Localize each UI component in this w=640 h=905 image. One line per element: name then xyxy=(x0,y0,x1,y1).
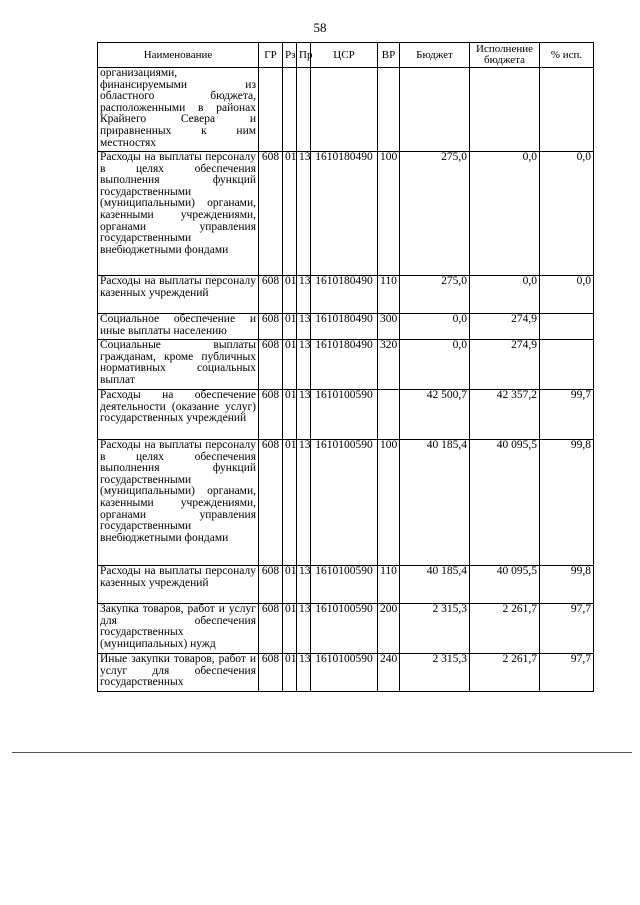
header-gr: ГР xyxy=(259,43,283,68)
cell-execution: 2 261,7 xyxy=(470,654,540,692)
cell-pr: 13 xyxy=(297,604,311,654)
cell-budget xyxy=(400,68,470,152)
header-percent: % исп. xyxy=(540,43,594,68)
cell-csr: 1610180490 xyxy=(311,314,378,340)
cell-percent xyxy=(540,68,594,152)
cell-rz: 01 xyxy=(283,340,297,390)
table-row xyxy=(98,276,594,314)
cell-csr: 1610100590 xyxy=(311,390,378,440)
cell-csr: 1610180490 xyxy=(311,340,378,390)
cell-csr: 1610180490 xyxy=(311,276,378,314)
cell-gr: 608 xyxy=(259,654,283,692)
cell-gr: 608 xyxy=(259,340,283,390)
table-row xyxy=(98,340,594,390)
cell-name: Закупка товаров, работ и услуг для обеспечения государственных (муниципальных) нужд xyxy=(98,604,259,654)
cell-execution: 0,0 xyxy=(470,276,540,314)
cell-csr: 1610100590 xyxy=(311,604,378,654)
cell-pr: 13 xyxy=(297,152,311,276)
cell-name: организациями, финансируемыми из областного бюджета, расположенными в районах Крайнего Севера и приравненных к ним местностях xyxy=(98,68,259,152)
page-separator-line xyxy=(12,752,632,753)
cell-percent: 99,7 xyxy=(540,390,594,440)
table-row xyxy=(98,314,594,340)
table-row xyxy=(98,390,594,440)
cell-budget: 2 315,3 xyxy=(400,654,470,692)
budget-table xyxy=(97,42,594,692)
cell-budget: 275,0 xyxy=(400,276,470,314)
cell-csr: 1610100590 xyxy=(311,440,378,566)
cell-execution: 40 095,5 xyxy=(470,440,540,566)
cell-percent: 0,0 xyxy=(540,152,594,276)
cell-rz: 01 xyxy=(283,314,297,340)
header-rz: Рз xyxy=(283,43,297,68)
cell-vr: 200 xyxy=(378,604,400,654)
table-row xyxy=(98,440,594,566)
cell-rz: 01 xyxy=(283,276,297,314)
table-header-row xyxy=(98,43,594,68)
cell-pr xyxy=(297,68,311,152)
table-row xyxy=(98,152,594,276)
cell-csr: 1610100590 xyxy=(311,566,378,604)
cell-execution: 0,0 xyxy=(470,152,540,276)
table-row xyxy=(98,604,594,654)
cell-execution: 274,9 xyxy=(470,340,540,390)
header-budget: Бюджет xyxy=(400,43,470,68)
cell-pr: 13 xyxy=(297,340,311,390)
cell-vr: 320 xyxy=(378,340,400,390)
cell-budget: 42 500,7 xyxy=(400,390,470,440)
cell-rz: 01 xyxy=(283,440,297,566)
cell-vr: 110 xyxy=(378,276,400,314)
cell-rz xyxy=(283,68,297,152)
cell-vr: 100 xyxy=(378,440,400,566)
cell-pr: 13 xyxy=(297,566,311,604)
cell-name: Социальные выплаты гражданам, кроме публичных нормативных социальных выплат xyxy=(98,340,259,390)
cell-vr: 110 xyxy=(378,566,400,604)
cell-gr: 608 xyxy=(259,152,283,276)
cell-gr xyxy=(259,68,283,152)
cell-percent: 0,0 xyxy=(540,276,594,314)
cell-execution: 40 095,5 xyxy=(470,566,540,604)
cell-pr: 13 xyxy=(297,440,311,566)
table-row xyxy=(98,68,594,152)
cell-percent: 99,8 xyxy=(540,566,594,604)
cell-gr: 608 xyxy=(259,390,283,440)
cell-rz: 01 xyxy=(283,604,297,654)
cell-gr: 608 xyxy=(259,276,283,314)
cell-vr xyxy=(378,390,400,440)
table-row xyxy=(98,654,594,692)
cell-gr: 608 xyxy=(259,566,283,604)
cell-gr: 608 xyxy=(259,604,283,654)
cell-percent: 99,8 xyxy=(540,440,594,566)
cell-vr: 240 xyxy=(378,654,400,692)
page-number: 58 xyxy=(313,20,327,35)
cell-execution: 2 261,7 xyxy=(470,604,540,654)
cell-pr: 13 xyxy=(297,390,311,440)
cell-vr: 100 xyxy=(378,152,400,276)
cell-vr: 300 xyxy=(378,314,400,340)
header-vr: ВР xyxy=(378,43,400,68)
cell-pr: 13 xyxy=(297,276,311,314)
header-pr: Пр xyxy=(297,43,311,68)
cell-pr: 13 xyxy=(297,654,311,692)
cell-percent: 97,7 xyxy=(540,604,594,654)
header-csr: ЦСР xyxy=(311,43,378,68)
cell-execution: 274,9 xyxy=(470,314,540,340)
cell-csr xyxy=(311,68,378,152)
cell-budget: 40 185,4 xyxy=(400,440,470,566)
cell-gr: 608 xyxy=(259,440,283,566)
cell-name: Иные закупки товаров, работ и услуг для обеспечения государственных xyxy=(98,654,259,692)
cell-name: Расходы на выплаты персоналу в целях обеспечения выполнения функций государственными (муниципальными) органами, казенными учреждениями, органами управления государственными внебюджетными фондами xyxy=(98,152,259,276)
cell-rz: 01 xyxy=(283,566,297,604)
cell-name: Социальное обеспечение и иные выплаты населению xyxy=(98,314,259,340)
cell-name: Расходы на выплаты персоналу в целях обеспечения выполнения функций государственными (муниципальными) органами, казенными учреждениями, органами управления государственными внебюджетными фондами xyxy=(98,440,259,566)
cell-name: Расходы на выплаты персоналу казенных учреждений xyxy=(98,566,259,604)
cell-percent xyxy=(540,340,594,390)
cell-name: Расходы на выплаты персоналу казенных учреждений xyxy=(98,276,259,314)
cell-pr: 13 xyxy=(297,314,311,340)
cell-execution xyxy=(470,68,540,152)
cell-rz: 01 xyxy=(283,390,297,440)
cell-budget: 275,0 xyxy=(400,152,470,276)
cell-name: Расходы на обеспечение деятельности (оказание услуг) государственных учреждений xyxy=(98,390,259,440)
cell-budget: 2 315,3 xyxy=(400,604,470,654)
cell-budget: 0,0 xyxy=(400,314,470,340)
cell-percent xyxy=(540,314,594,340)
cell-budget: 0,0 xyxy=(400,340,470,390)
cell-csr: 1610100590 xyxy=(311,654,378,692)
cell-percent: 97,7 xyxy=(540,654,594,692)
cell-rz: 01 xyxy=(283,654,297,692)
cell-execution: 42 357,2 xyxy=(470,390,540,440)
header-name: Наименование xyxy=(98,43,259,68)
cell-csr: 1610180490 xyxy=(311,152,378,276)
table-row xyxy=(98,566,594,604)
cell-gr: 608 xyxy=(259,314,283,340)
cell-rz: 01 xyxy=(283,152,297,276)
cell-vr xyxy=(378,68,400,152)
cell-budget: 40 185,4 xyxy=(400,566,470,604)
header-execution: Исполнение бюджета xyxy=(470,43,540,68)
